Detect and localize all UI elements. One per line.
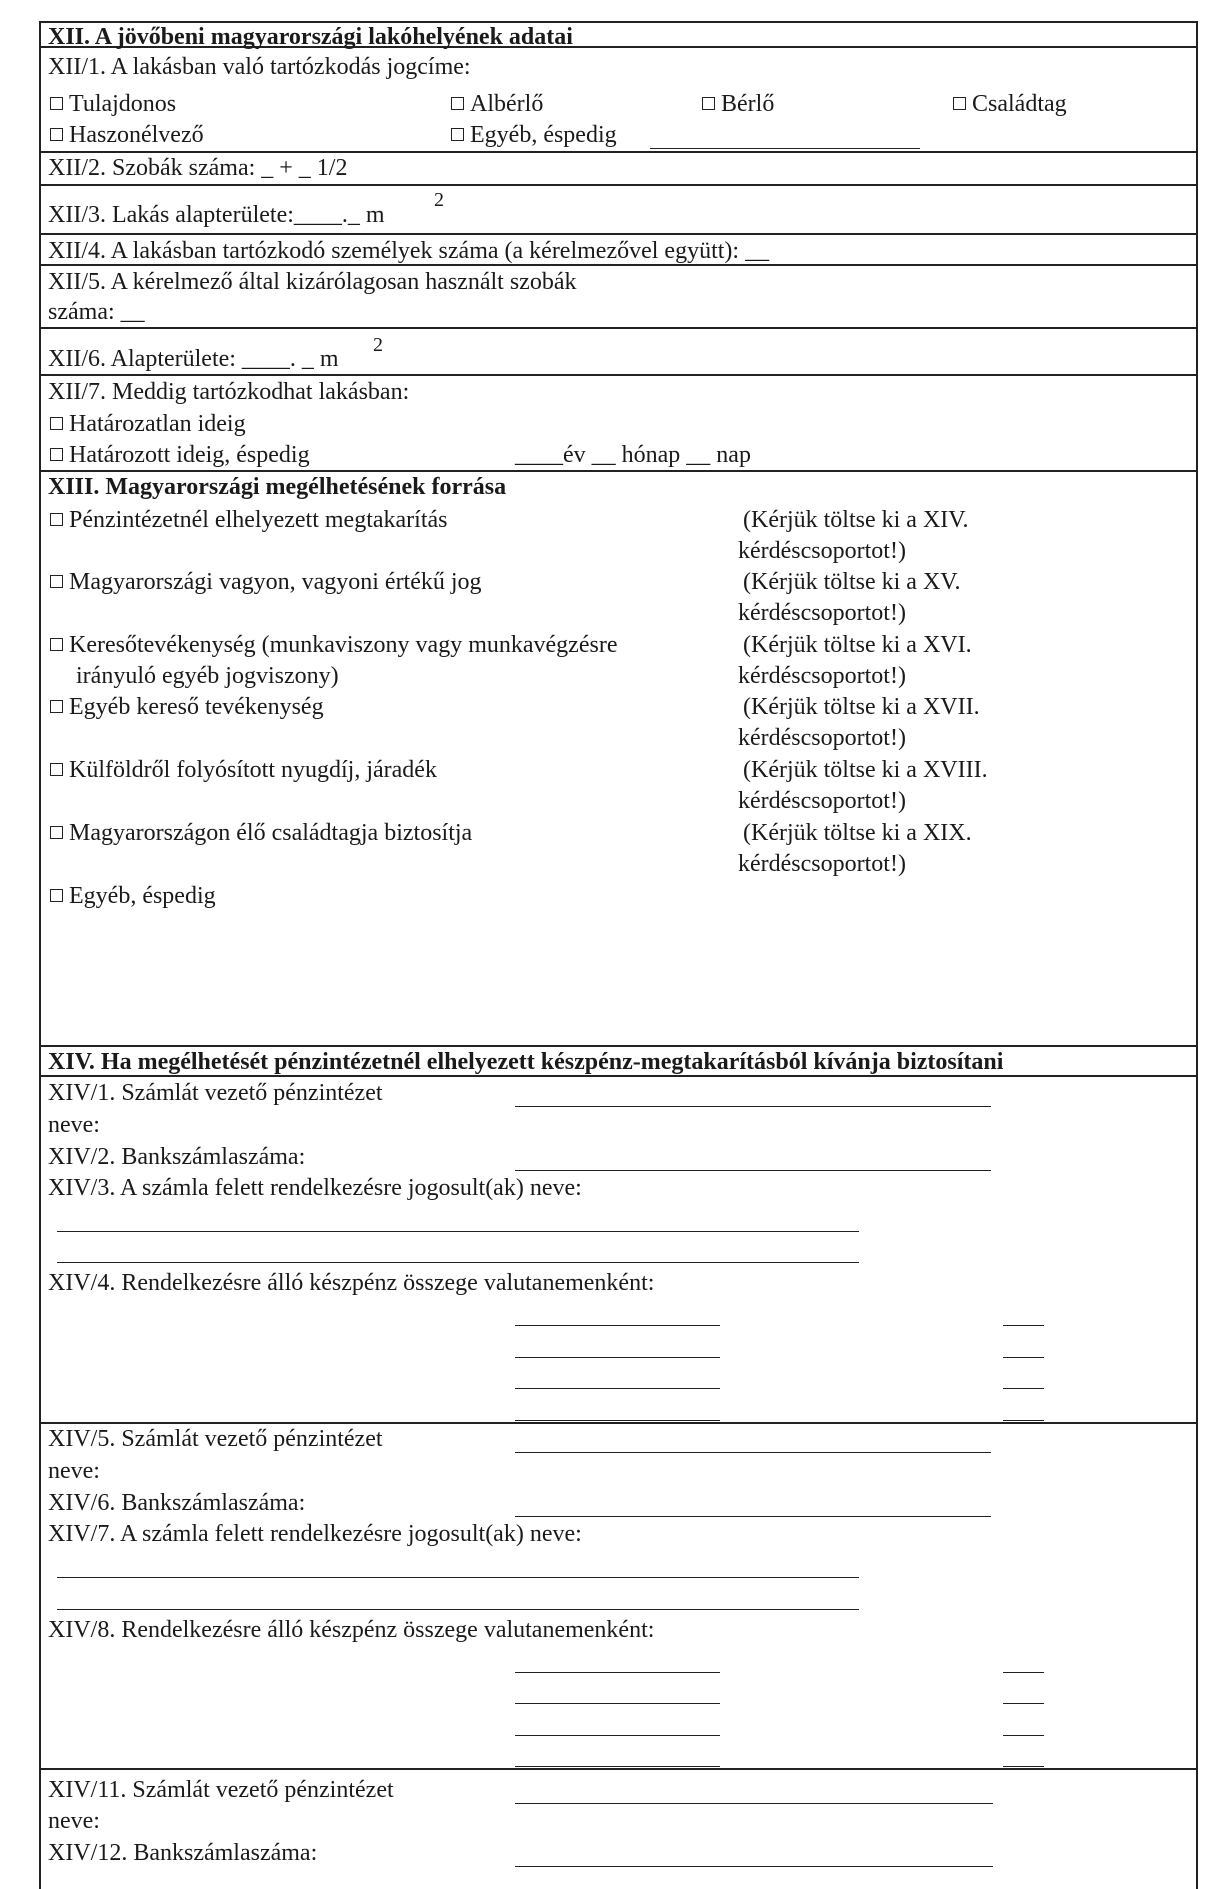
holder-field[interactable] (57, 1577, 859, 1578)
option-berlo[interactable]: Bérlő (702, 89, 774, 119)
xii-7-label: XII/7. Meddig tartózkodhat lakásban: (48, 379, 410, 405)
source-note: kérdéscsoportot!) (738, 851, 906, 877)
amount-field[interactable] (515, 1703, 720, 1704)
xiv-1-label: XIV/1. Számlát vezető pénzintézet (48, 1080, 383, 1106)
xiv-5-label: XIV/5. Számlát vezető pénzintézet (48, 1426, 383, 1452)
option-csaladtag[interactable]: Családtag (953, 89, 1067, 119)
checkbox-icon[interactable] (50, 826, 63, 839)
xiv-2-label: XIV/2. Bankszámlaszáma: (48, 1144, 306, 1170)
xiv-3-label: XIV/3. A számla felett rendelkezésre jogosult(ak) neve: (48, 1175, 582, 1201)
xii-6-label: XII/6. Alapterülete: ____. _ m (48, 346, 339, 372)
currency-field[interactable] (1003, 1420, 1044, 1421)
source-note: (Kérjük töltse ki a XV. (743, 569, 961, 595)
currency-field[interactable] (1003, 1672, 1044, 1673)
checkbox-icon[interactable] (50, 128, 63, 141)
checkbox-icon[interactable] (702, 97, 715, 110)
xiv-7-label: XIV/7. A számla felett rendelkezésre jogosult(ak) neve: (48, 1521, 582, 1547)
amount-field[interactable] (515, 1357, 720, 1358)
rule (39, 233, 1198, 235)
xii-3-exponent: 2 (434, 189, 444, 211)
xii-6-exponent: 2 (373, 334, 383, 356)
currency-field[interactable] (1003, 1357, 1044, 1358)
rule (39, 327, 1198, 329)
source-note: kérdéscsoportot!) (738, 538, 906, 564)
amount-field[interactable] (515, 1766, 720, 1767)
source-item[interactable]: Keresőtevékenység (munkaviszony vagy munkavégzésre (50, 630, 617, 660)
xiv-5-label-2: neve: (48, 1458, 100, 1484)
source-item[interactable]: Egyéb kereső tevékenység (50, 692, 324, 722)
source-note: kérdéscsoportot!) (738, 663, 906, 689)
xiv-8-label: XIV/8. Rendelkezésre álló készpénz összege valutanemenként: (48, 1617, 655, 1643)
xiv-12-label: XIV/12. Bankszámlaszáma: (48, 1840, 318, 1866)
checkbox-icon[interactable] (50, 448, 63, 461)
account-field[interactable] (515, 1516, 991, 1517)
amount-field[interactable] (515, 1735, 720, 1736)
option-hatarozott[interactable]: Határozott ideig, éspedig (50, 440, 310, 470)
xii-2-label: XII/2. Szobák száma: _ + _ 1/2 (48, 155, 348, 181)
institution-field[interactable] (515, 1803, 993, 1804)
holder-field[interactable] (57, 1609, 859, 1610)
xiv-1-label-2: neve: (48, 1112, 100, 1138)
institution-field[interactable] (515, 1452, 991, 1453)
rule (39, 374, 1198, 376)
xii-1-label: XII/1. A lakásban való tartózkodás jogcíme: (48, 54, 471, 80)
rule (39, 1768, 1198, 1770)
xii-4-label: XII/4. A lakásban tartózkodó személyek száma (a kérelmezővel együtt): __ (48, 238, 770, 264)
xii-5-line2: száma: __ (48, 299, 145, 325)
checkbox-icon[interactable] (451, 97, 464, 110)
option-egyeb[interactable]: Egyéb, éspedig (451, 120, 617, 150)
checkbox-icon[interactable] (50, 575, 63, 588)
source-item[interactable]: Külföldről folyósított nyugdíj, járadék (50, 755, 437, 785)
xiv-4-label: XIV/4. Rendelkezésre álló készpénz összege valutanemenként: (48, 1270, 655, 1296)
xiv-11-label: XIV/11. Számlát vezető pénzintézet (48, 1777, 394, 1803)
source-item[interactable]: Pénzintézetnél elhelyezett megtakarítás (50, 505, 447, 535)
checkbox-icon[interactable] (50, 417, 63, 430)
xii-5-line1: XII/5. A kérelmező által kizárólagosan használt szobák (48, 269, 577, 295)
source-item[interactable]: Magyarországon élő családtagja biztosítja (50, 818, 472, 848)
option-haszonelvezo[interactable]: Haszonélvező (50, 120, 204, 150)
xii-3-label: XII/3. Lakás alapterülete:____._ m (48, 202, 385, 228)
checkbox-icon[interactable] (451, 128, 464, 141)
xiv-11-label-2: neve: (48, 1808, 100, 1834)
currency-field[interactable] (1003, 1735, 1044, 1736)
egyeb-field[interactable] (650, 148, 920, 149)
amount-field[interactable] (515, 1420, 720, 1421)
section-xiii-title: XIII. Magyarországi megélhetésének forrása (48, 474, 507, 500)
source-note: kérdéscsoportot!) (738, 788, 906, 814)
checkbox-icon[interactable] (50, 763, 63, 776)
account-field[interactable] (515, 1170, 991, 1171)
institution-field[interactable] (515, 1106, 991, 1107)
checkbox-icon[interactable] (50, 97, 63, 110)
source-note: (Kérjük töltse ki a XVIII. (743, 757, 988, 783)
source-item-line2: irányuló egyéb jogviszony) (76, 663, 339, 689)
source-note: (Kérjük töltse ki a XVII. (743, 694, 980, 720)
holder-field[interactable] (57, 1231, 859, 1232)
section-xiv-title: XIV. Ha megélhetését pénzintézetnél elhelyezett készpénz-megtakarításból kívánja biztosítani (48, 1049, 1004, 1075)
source-item[interactable]: Magyarországi vagyon, vagyoni értékű jog (50, 567, 482, 597)
currency-field[interactable] (1003, 1703, 1044, 1704)
source-note: (Kérjük töltse ki a XIX. (743, 820, 972, 846)
account-field[interactable] (515, 1866, 993, 1867)
checkbox-icon[interactable] (50, 700, 63, 713)
checkbox-icon[interactable] (50, 889, 63, 902)
option-hatarozatlan[interactable]: Határozatlan ideig (50, 409, 246, 439)
source-note: (Kérjük töltse ki a XVI. (743, 632, 972, 658)
source-note: kérdéscsoportot!) (738, 600, 906, 626)
currency-field[interactable] (1003, 1325, 1044, 1326)
option-tulajdonos[interactable]: Tulajdonos (50, 89, 176, 119)
source-note: (Kérjük töltse ki a XIV. (743, 507, 969, 533)
rule (39, 184, 1198, 186)
amount-field[interactable] (515, 1672, 720, 1673)
currency-field[interactable] (1003, 1766, 1044, 1767)
holder-field[interactable] (57, 1262, 859, 1263)
checkbox-icon[interactable] (50, 638, 63, 651)
source-note: kérdéscsoportot!) (738, 725, 906, 751)
checkbox-icon[interactable] (953, 97, 966, 110)
amount-field[interactable] (515, 1388, 720, 1389)
section-xii-title: XII. A jövőbeni magyarországi lakóhelyének adatai (48, 24, 573, 50)
option-alberlo[interactable]: Albérlő (451, 89, 543, 119)
currency-field[interactable] (1003, 1388, 1044, 1389)
date-field[interactable]: ____év __ hónap __ nap (515, 442, 751, 468)
amount-field[interactable] (515, 1325, 720, 1326)
source-item[interactable]: Egyéb, éspedig (50, 881, 216, 911)
checkbox-icon[interactable] (50, 513, 63, 526)
xiv-6-label: XIV/6. Bankszámlaszáma: (48, 1490, 306, 1516)
